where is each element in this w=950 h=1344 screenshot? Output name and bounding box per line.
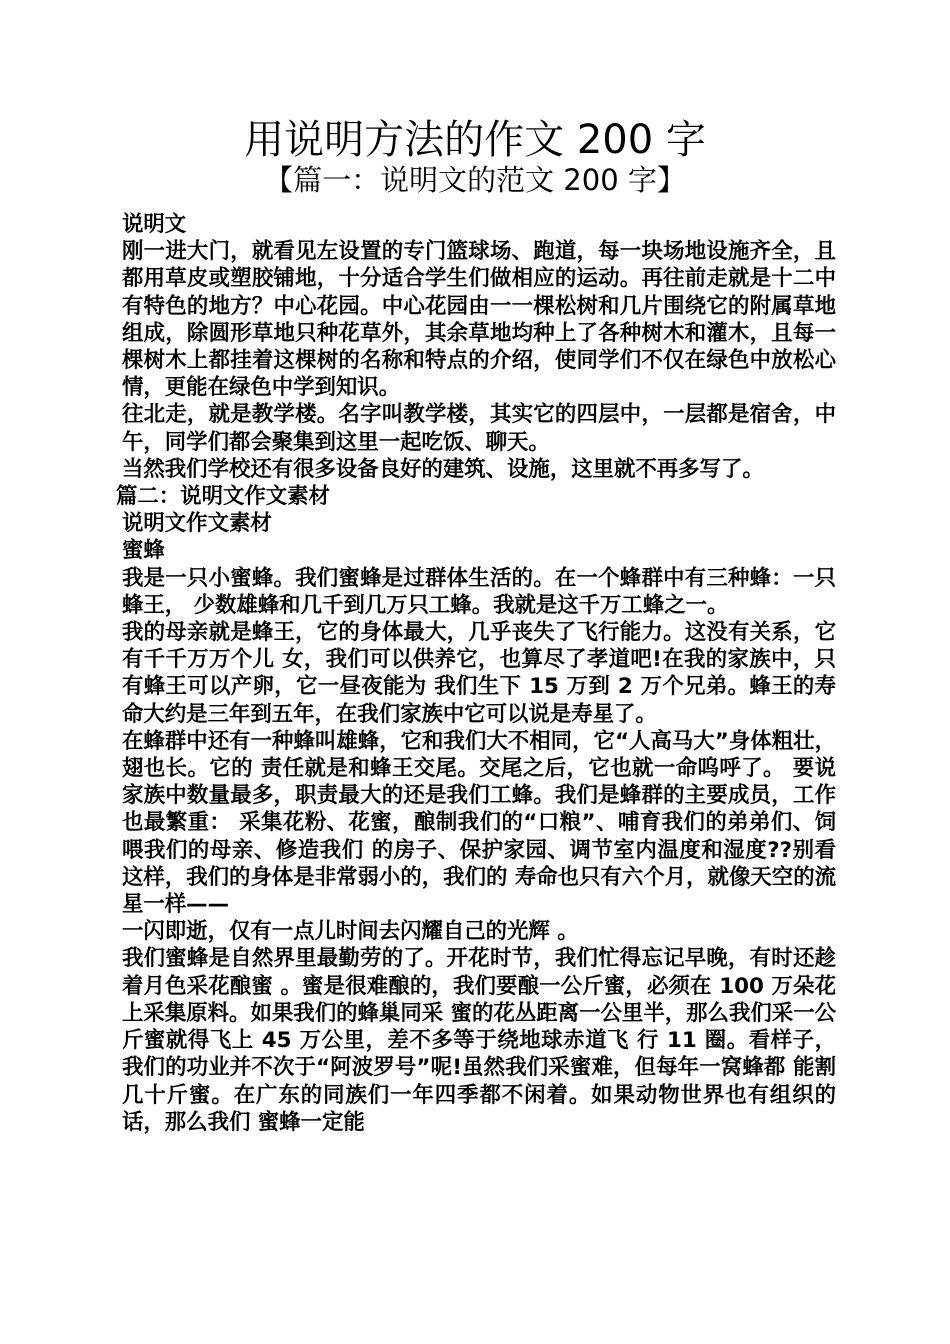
paragraph: 在蜂群中还有一种蜂叫雄蜂，它和我们大不相同，它“人高马大”身体粗壮，翅也长。它的 责任就是和蜂王交尾。交尾之后，它也就一命呜呼了。 要说家族中数量最多，职责最大的还是我们工蜂。我们是蜂群的主要成员，工作也最繁重： 采集花粉、花蜜，酿制我们的“口粮”、哺育我们的弟弟们、饲喂我们的母亲、修造我们 的房子、保护家园、调节室内温度和湿度??别看这样，我们的身体是非常弱小的，我们的 寿命也只有六个月，就像天空的流星一样——	[122, 728, 836, 918]
paragraph-heading: 蜜蜂	[122, 538, 165, 564]
paragraph: 我的母亲就是蜂王，它的身体最大，几乎丧失了飞行能力。这没有关系，它有千千万万个儿 女，我们可以供养它，也算尽了孝道吧!在我的家族中，只有蜂王可以产卵，它一昼夜能为 我们生下 15 万到 2 万个兄弟。蜂王的寿命大约是三年到五年，在我们家族中它可以说是寿星了。	[122, 620, 836, 727]
paragraph: 刚一进大门，就看见左设置的专门篮球场、跑道，每一块场地设施齐全，且都用草皮或塑胶铺地，十分适合学生们做相应的运动。再往前走就是十二中有特色的地方？中心花园。中心花园由一一棵松树和几片围绕它的附属草地组成，除圆形草地只种花草外，其余草地均种上了各种树木和灌木，且每一棵树木上都挂着这棵树的名称和特点的介绍，使同学们不仅在绿色中放松心情，更能在绿色中学到知识。	[122, 239, 836, 401]
section-heading: 篇二：说明文作文素材	[116, 484, 330, 510]
paragraph: 我是一只小蜜蜂。我们蜜蜂是过群体生活的。在一个蜂群中有三种蜂：一只蜂王， 少数雄蜂和几千到几万只工蜂。我就是这千万工蜂之一。	[122, 565, 836, 618]
paragraph: 我们蜜蜂是自然界里最勤劳的了。开花时节，我们忙得忘记早晚，有时还趁着月色采花酿蜜 。蜜是很难酿的，我们要酿一公斤蜜，必须在 100 万朵花上采集原料。如果我们的蜂巢同采 蜜的花丛距离一公里半，那么我们采一公斤蜜就得飞上 45 万公里，差不多等于绕地球赤道飞 行 11 圈。看样子，我们的功业并不次于“阿波罗号”呢!虽然我们采蜜难，但每年一窝蜂都 能割几十斤蜜。在广东的同族们一年四季都不闲着。如果动物世界也有组织的话，那么我们 蜜蜂一定能	[122, 946, 836, 1135]
paragraph-heading: 说明文作文素材	[122, 511, 272, 537]
document-subtitle: 【篇一：说明文的范文 200 字】	[264, 163, 686, 197]
document-body	[116, 211, 836, 1136]
paragraph: 往北走，就是教学楼。名字叫教学楼，其实它的四层中，一层都是宿舍，中午，同学们都会聚集到这里一起吃饭、聊天。	[122, 402, 836, 455]
paragraph: 当然我们学校还有很多设备良好的建筑、设施，这里就不再多写了。	[122, 456, 764, 482]
document-title: 用说明方法的作文 200 字	[244, 117, 706, 163]
paragraph-heading: 说明文	[122, 212, 187, 237]
paragraph: 一闪即逝，仅有一点儿时间去闪耀自己的光辉 。	[122, 919, 579, 945]
